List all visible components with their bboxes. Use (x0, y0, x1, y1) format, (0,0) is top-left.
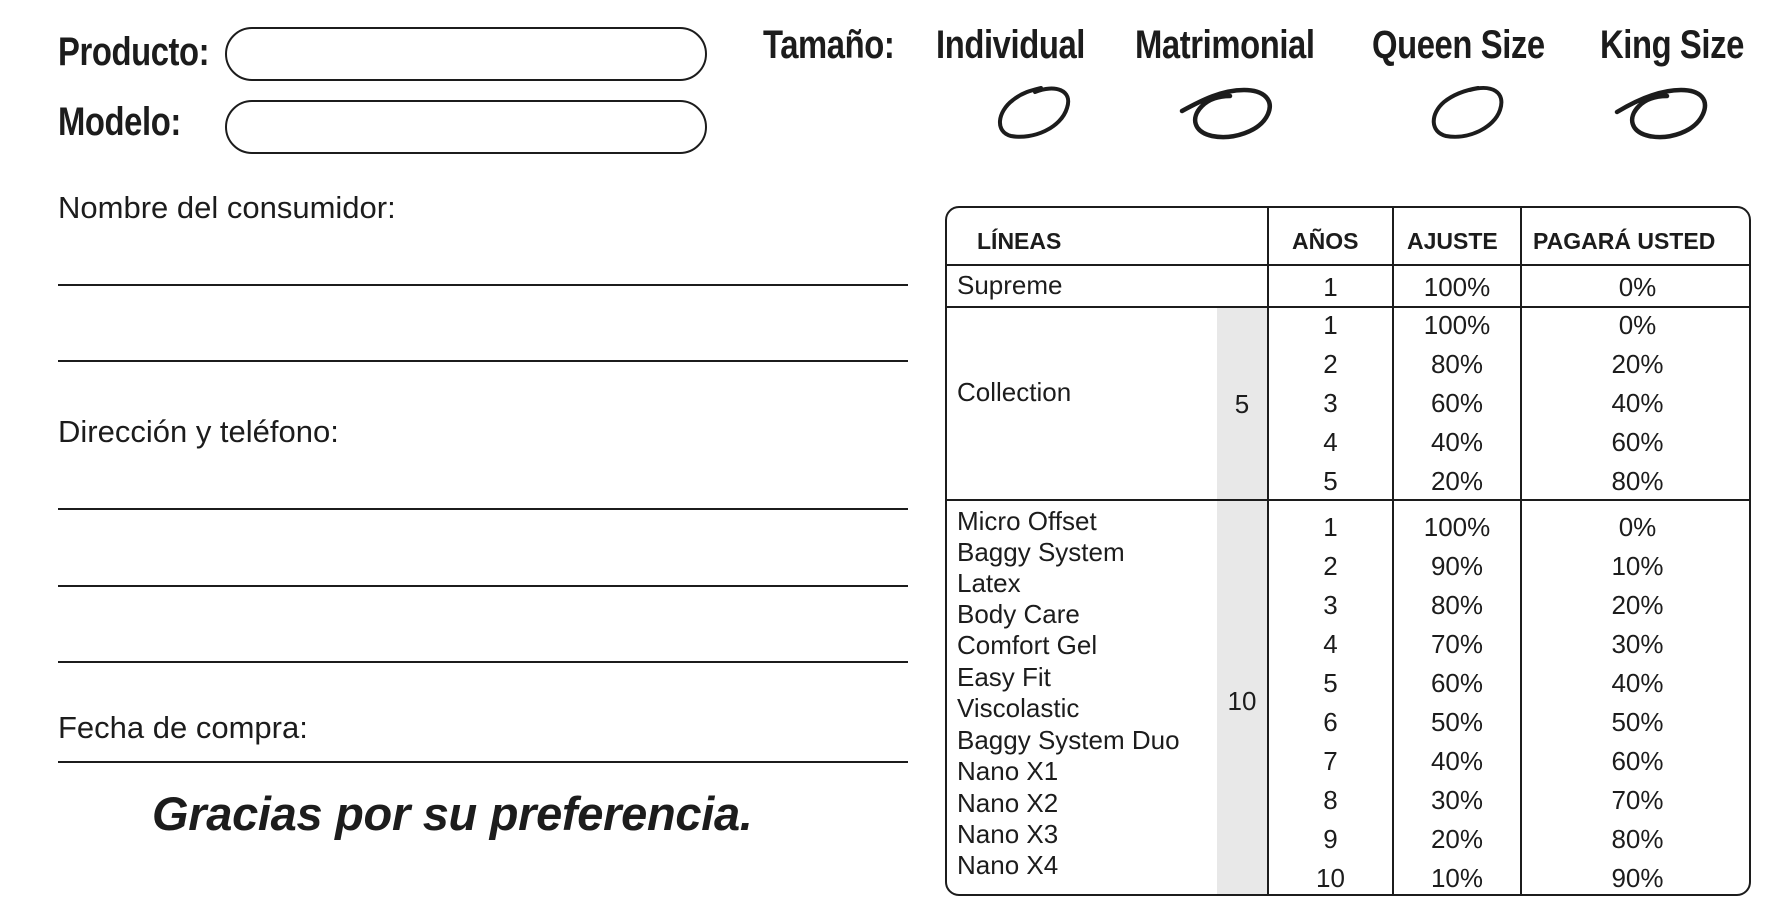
ajuste-cell: 10% (1430, 863, 1484, 893)
year-cell: 5 (1323, 466, 1338, 496)
pagara-cell: 60% (1611, 746, 1664, 776)
year-cell: 9 (1323, 824, 1338, 854)
ajuste-cell: 40% (1430, 427, 1484, 457)
ajuste-cell: 20% (1430, 466, 1484, 496)
fecha-line[interactable] (58, 761, 908, 763)
ajuste-cell: 80% (1430, 590, 1484, 620)
ajuste-cell: 20% (1430, 824, 1484, 854)
line-name: Body Care (957, 599, 1080, 629)
pagara-cell: 10% (1611, 551, 1664, 581)
fecha-label: Fecha de compra: (58, 710, 308, 745)
year-cell: 4 (1323, 427, 1338, 457)
line-name: Collection (957, 377, 1072, 407)
consumidor-line-2[interactable] (58, 360, 908, 362)
consumidor-line-1[interactable] (58, 284, 908, 286)
year-cell: 1 (1323, 310, 1338, 340)
years-total: 5 (1234, 389, 1250, 419)
pagara-cell: 20% (1611, 349, 1664, 379)
years-total: 10 (1227, 686, 1257, 716)
year-cell: 10 (1316, 863, 1345, 893)
pagara-cell: 80% (1611, 466, 1664, 496)
size-option-queen: Queen Size (1372, 23, 1545, 67)
year-cell: 2 (1323, 551, 1338, 581)
line-name: Baggy System Duo (957, 725, 1180, 755)
king-checkbox[interactable] (1607, 78, 1717, 148)
pagara-cell: 60% (1611, 427, 1664, 457)
year-cell: 8 (1323, 785, 1338, 815)
size-option-king: King Size (1600, 23, 1744, 67)
line-name: Micro Offset (957, 506, 1097, 536)
direccion-line-1[interactable] (58, 508, 908, 510)
pagara-cell: 30% (1611, 629, 1664, 659)
year-cell: 5 (1323, 668, 1338, 698)
line-name: Supreme (957, 270, 1063, 300)
line-name: Nano X4 (957, 850, 1059, 880)
ajuste-cell: 100% (1423, 512, 1491, 542)
line-name: Latex (957, 568, 1021, 598)
line-name: Comfort Gel (957, 630, 1098, 660)
individual-checkbox[interactable] (985, 78, 1085, 148)
line-name: Nano X3 (957, 819, 1059, 849)
pagara-cell: 40% (1611, 388, 1664, 418)
header-lineas: LÍNEAS (977, 228, 1062, 254)
ajuste-cell: 60% (1430, 668, 1484, 698)
ajuste-cell: 30% (1430, 785, 1484, 815)
year-cell: 3 (1323, 590, 1338, 620)
pagara-cell: 70% (1611, 785, 1664, 815)
ajuste-cell: 100% (1423, 310, 1491, 340)
header-ajuste: AJUSTE (1407, 228, 1498, 254)
pagara-cell: 0% (1618, 272, 1657, 302)
size-option-matrimonial: Matrimonial (1135, 23, 1315, 67)
group-divider-1 (947, 306, 1749, 308)
warranty-table (945, 206, 1751, 896)
thanks-message: Gracias por su preferencia. (152, 787, 753, 840)
producto-input[interactable] (225, 27, 707, 81)
year-cell: 6 (1323, 707, 1338, 737)
line-name: Easy Fit (957, 662, 1051, 692)
line-name: Nano X2 (957, 788, 1059, 818)
direccion-line-3[interactable] (58, 661, 908, 663)
year-cell: 1 (1323, 512, 1338, 542)
modelo-label: Modelo: (58, 100, 181, 144)
ajuste-cell: 40% (1430, 746, 1484, 776)
pagara-cell: 40% (1611, 668, 1664, 698)
year-cell: 4 (1323, 629, 1338, 659)
ajuste-cell: 60% (1430, 388, 1484, 418)
ajuste-cell: 100% (1423, 272, 1491, 302)
pagara-cell: 0% (1618, 512, 1657, 542)
size-option-individual: Individual (936, 23, 1085, 67)
direccion-label: Dirección y teléfono: (58, 414, 339, 449)
line-name: Nano X1 (957, 756, 1059, 786)
producto-label: Producto: (58, 30, 210, 74)
ajuste-cell: 70% (1430, 629, 1484, 659)
line-name: Viscolastic (957, 693, 1080, 723)
year-cell: 3 (1323, 388, 1338, 418)
ajuste-cell: 50% (1430, 707, 1484, 737)
header-pagara: PAGARÁ USTED (1533, 228, 1716, 254)
pagara-cell: 0% (1618, 310, 1657, 340)
size-label: Tamaño: (763, 23, 895, 67)
pagara-cell: 90% (1611, 863, 1664, 893)
pagara-cell: 80% (1611, 824, 1664, 854)
queen-checkbox[interactable] (1418, 78, 1518, 148)
header-anos: AÑOS (1292, 228, 1359, 254)
line-name: Baggy System (957, 537, 1125, 567)
direccion-line-2[interactable] (58, 585, 908, 587)
consumidor-label: Nombre del consumidor: (58, 190, 396, 225)
pagara-cell: 50% (1611, 707, 1664, 737)
modelo-input[interactable] (225, 100, 707, 154)
year-cell: 7 (1323, 746, 1338, 776)
header-divider (947, 264, 1749, 266)
ajuste-cell: 90% (1430, 551, 1484, 581)
group-divider-2 (947, 499, 1749, 501)
year-cell: 2 (1323, 349, 1338, 379)
pagara-cell: 20% (1611, 590, 1664, 620)
year-cell: 1 (1323, 272, 1338, 302)
ajuste-cell: 80% (1430, 349, 1484, 379)
matrimonial-checkbox[interactable] (1172, 78, 1282, 148)
